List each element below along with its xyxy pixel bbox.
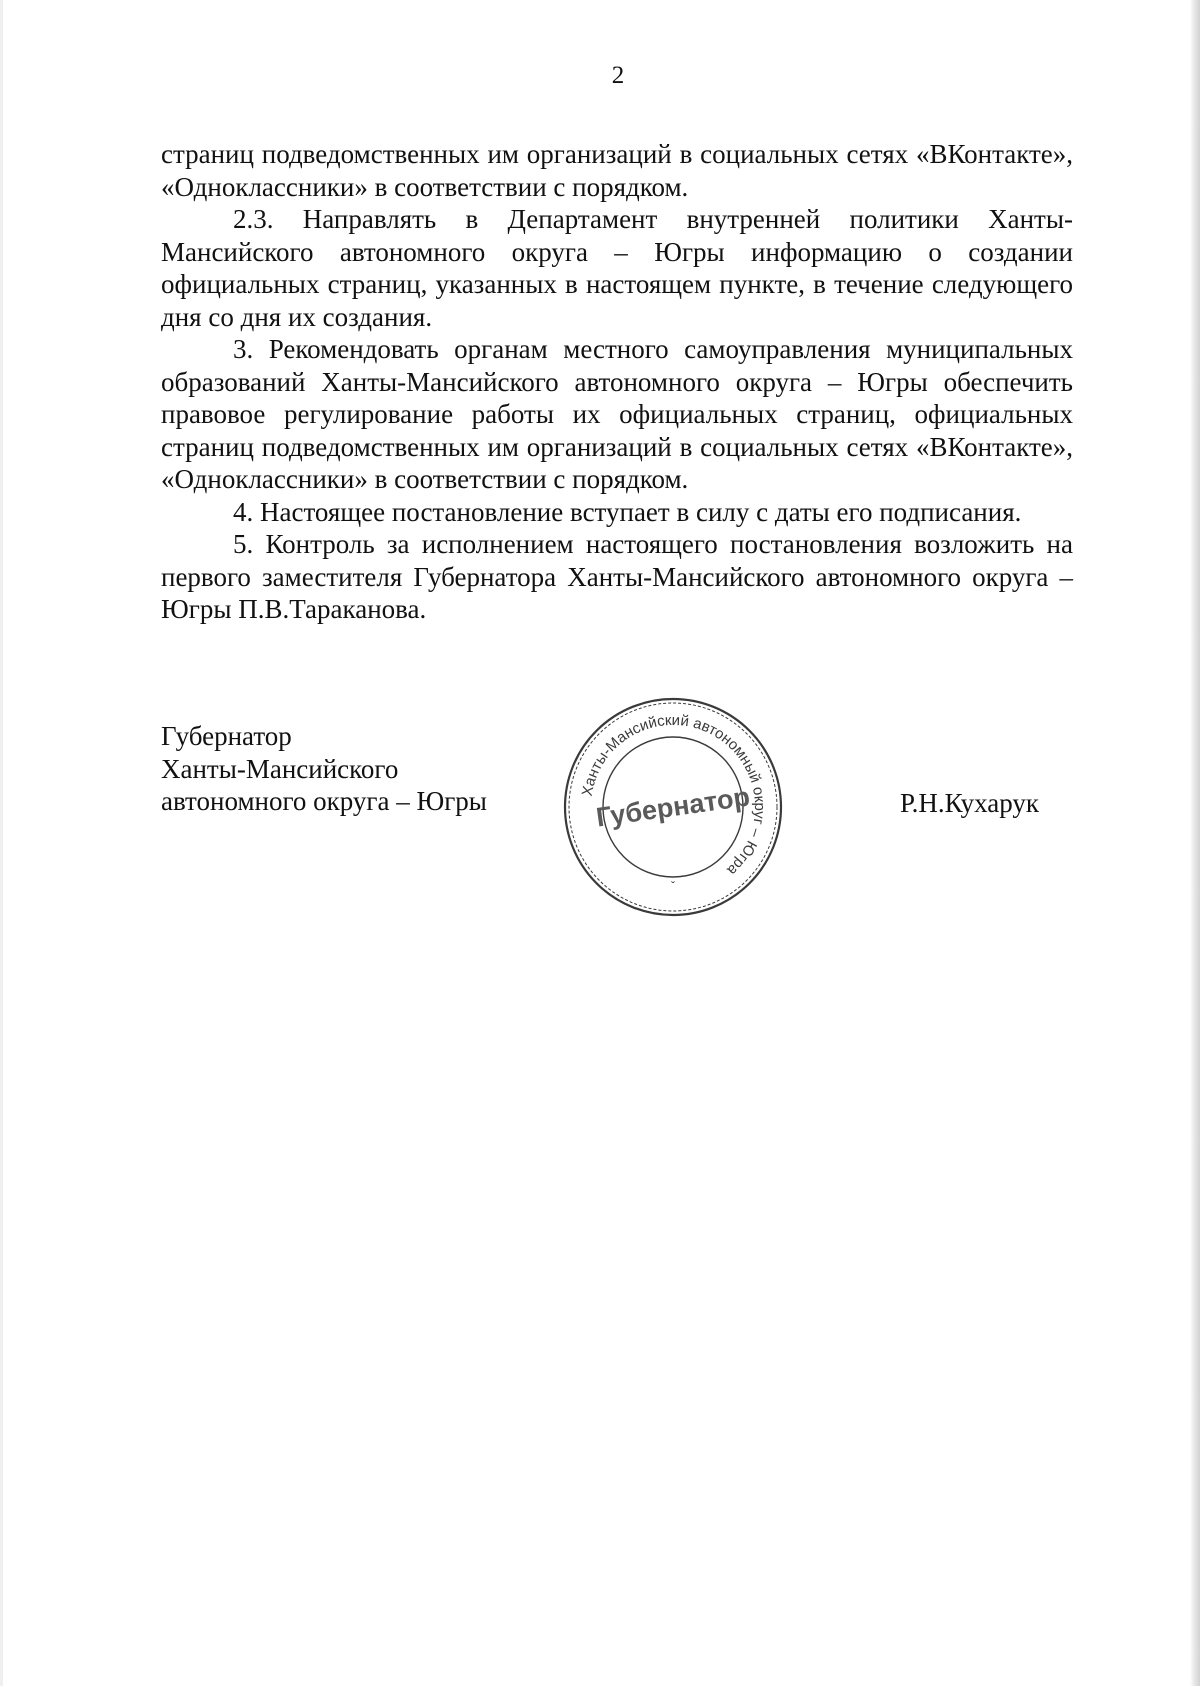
paragraph-5: 5. Контроль за исполнением настоящего постановления возложить на первого заместителя Губернатора Ханты-Мансийского автономного округа – Югры П.В.Тараканова. bbox=[161, 529, 1073, 624]
paragraph-4: 4. Настоящее постановление вступает в силу с даты его подписания. bbox=[233, 496, 1022, 527]
official-seal-stamp bbox=[560, 694, 786, 920]
scan-right-edge bbox=[1190, 0, 1200, 1686]
scan-left-edge bbox=[0, 0, 3, 1686]
signature-title-line-2: Ханты-Мансийского bbox=[161, 753, 399, 784]
paragraph-2-3: 2.3. Направлять в Департамент внутренней политики Ханты-Мансийского автономного округа – Югры информацию о создании официальных страниц, указанных в настоящем пункте, в течение следующего дня со дня их создания. bbox=[161, 204, 1073, 332]
page-number: 2 bbox=[611, 62, 625, 89]
seal-graphic bbox=[560, 694, 786, 920]
paragraph-continuation: страниц подведомственных им организаций в социальных сетях «ВКонтакте», «Одноклассники» в соответствии с порядком. bbox=[161, 139, 1073, 202]
seal-center-text: Губернатор bbox=[594, 781, 752, 833]
signature-title-line-3: автономного округа – Югры bbox=[161, 786, 487, 816]
signature-title-line-1: Губернатор bbox=[161, 721, 292, 751]
signature-title-block bbox=[161, 720, 487, 818]
document-body bbox=[161, 138, 1073, 626]
signer-name: Р.Н.Кухарук bbox=[900, 788, 1040, 818]
seal-bottom-mark: ˇ bbox=[671, 879, 675, 893]
seal-ring-text: Ханты-Мансийский автономный округ – Югра bbox=[578, 711, 769, 879]
paragraph-3: 3. Рекомендовать органам местного самоуправления муниципальных образований Ханты-Мансийского автономного округа – Югры обеспечить правовое регулирование работы их официальных страниц, официальных страниц подведомственных им организаций в социальных сетях «ВКонтакте», «Одноклассники» в соответствии с порядком. bbox=[161, 334, 1073, 494]
